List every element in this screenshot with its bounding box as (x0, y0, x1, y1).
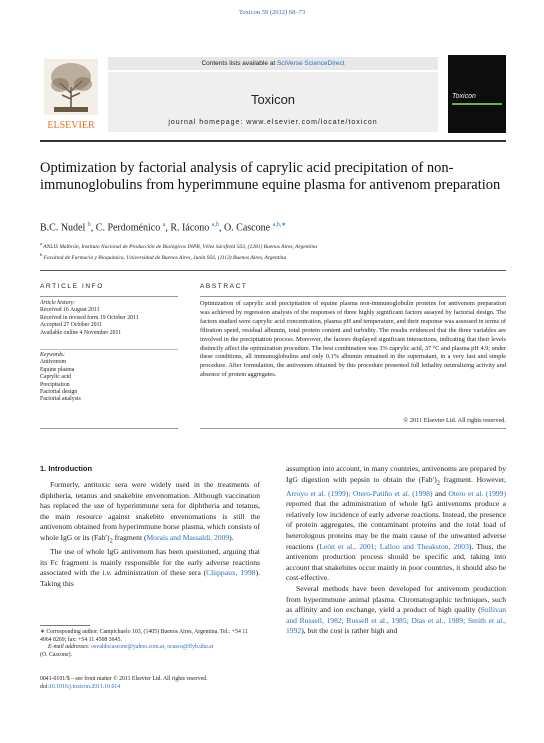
author-list (40, 219, 506, 234)
cover-title: Toxicon (452, 93, 476, 100)
citation-link[interactable]: Arroyo et al. (1999); Otero-Patiño et al. (1998) (286, 488, 433, 498)
body-column-left (40, 480, 260, 589)
article-info-rule (40, 296, 178, 297)
corresponding-author-footnote (40, 629, 260, 659)
keyword-item: Precipitation (40, 381, 70, 388)
author-affiliation-marker[interactable]: a,b (211, 222, 219, 228)
affiliation-marker: b (40, 252, 43, 258)
footnote-star: ∗ (40, 629, 45, 635)
journal-header (40, 55, 506, 133)
keywords (40, 352, 180, 404)
keyword-item: Caprylic acid (40, 374, 72, 381)
history-item: Available online 4 November 2011 (40, 329, 122, 336)
history-item: Received 16 August 2011 (40, 307, 100, 314)
email-owner: (O. Cascone). (40, 651, 73, 658)
abstract-bottom-rule (200, 428, 506, 429)
issn-block (40, 676, 270, 691)
history-item: Accepted 27 October 2011 (40, 322, 103, 329)
author-name[interactable]: O. Cascone (223, 222, 271, 234)
email-label: E-mail addresses: (48, 644, 90, 650)
abstract-copyright: © 2011 Elsevier Ltd. All rights reserved. (403, 417, 506, 424)
intro-paragraph-2: The use of whole IgG antivenom has been questioned, arguing that its Fc fragment is mainly responsible for the early adverse reactions associated with the i.v. administration of these sera (Chippaux, 1998). Taking this (40, 547, 260, 588)
author-separator: , (165, 222, 171, 234)
journal-name: Toxicon (250, 92, 296, 107)
author-name[interactable]: B.C. Nudel (40, 222, 86, 234)
citation-link[interactable]: Sullivan and Russell, 1982; Russell et al., 1985; Dias et al., 1989; Smith et al., 1992 (286, 605, 506, 636)
doi-prefix: doi: (40, 683, 50, 690)
author-affiliation-marker[interactable]: a (162, 222, 166, 228)
journal-reference[interactable]: Toxicon 59 (2012) 68–73 (238, 9, 306, 16)
contents-bar (108, 57, 438, 70)
journal-cover (448, 55, 506, 133)
history-item: Received in revised form 19 October 2011 (40, 314, 139, 321)
footnote-text: Corresponding author. Campichuelo 103, (1405) Buenos Aires, Argentina. Tel.: +54 11 4964 8269; fax: +54 11 4508 3645. (40, 629, 248, 643)
front-matter-line: 0041-0101/$ – see front matter © 2011 Elsevier Ltd. All rights reserved. (40, 676, 208, 682)
journal-homepage-link[interactable]: journal homepage: www.elsevier.com/locate/toxicon (168, 119, 378, 126)
affiliation-text: Facultad de Farmacia y Bioquímica, Universidad de Buenos Aires, Junín 956, (1113) Buenos Aires, Argentina (43, 255, 287, 262)
publisher-wordmark: ELSEVIER (47, 120, 95, 131)
affiliation-text: ANLIS Malbrán, Instituto Nacional de Producción de Biológicos INPB, Vélez Sársfield 563, (1281) Buenos Aires, Argentina (43, 243, 317, 250)
history-label: Article history: (40, 300, 76, 306)
body-column-right (286, 464, 506, 637)
author-affiliation-marker[interactable]: b (87, 222, 91, 228)
citation-link[interactable]: Morais and Massaldi, 2009 (146, 532, 230, 542)
elsevier-logo (40, 57, 102, 133)
keyword-item: Antivenom (40, 359, 67, 366)
affiliations (40, 240, 506, 263)
contents-prefix: Contents lists available at (201, 60, 277, 67)
affiliation-item (40, 251, 506, 262)
header-rule (40, 140, 506, 142)
citation-link[interactable]: León et al., 2001; Lalloo and Theakston, 2003 (319, 541, 469, 551)
sciencedirect-link[interactable]: SciVerse ScienceDirect (276, 60, 345, 67)
affiliation-item (40, 240, 506, 251)
intro-paragraph-1: Formerly, antitoxic sera were widely used in the treatments of diphtheria, tetanus and snakebite envenomation. Although vaccination has replaced the use of hyperimmune sera for diphtheria and tetanus, the main resource against snakebite envenomations is still the antivenom obtained from hyperimmune horse plasma, which consists of whole IgG or its $(Fab')_2$ fragment (Morais and Massaldi, 2009). (40, 480, 260, 545)
author-name[interactable]: C. Perdoménico (95, 222, 161, 234)
citation-link[interactable]: Chippaux, 1998 (206, 568, 256, 578)
introduction-heading: 1. Introduction (40, 464, 93, 473)
journal-name-box (108, 72, 438, 132)
article-info-heading: ARTICLE INFO (40, 283, 104, 290)
keywords-label: Keywords: (40, 352, 65, 358)
footnote-rule (40, 625, 90, 626)
article-info-bottom-rule (40, 428, 178, 429)
abstract-text: Optimization of caprylic acid precipitation of equine plasma non-immunoglobulin proteins for antivenom preparation was achieved by regression analysis of the responses of three highly significant factors assayed by factorial design. The factors studied were caprylic acid concentration, plasma pH and temperature, and their response was assessed in terms of filtration speed, residual albumin, total protein content and turbidity. The results evidenced that the three variables are involved in the precipitation process. Moreover, the factors displayed significant interactions, indicating that their levels distinctly affect the optimization procedure. The best combination was 3% caprylic acid, 37 °C and plasma pH 4.9; under these conditions, all immunoglobulins and only 0.1% albumin remained in the supernatant, in a very fast and simple procedure. After formulation, the antivenom obtained by this procedure presented full lethality neutralizing activity and absence of protein aggregates. (200, 300, 506, 379)
intro-paragraph-2-cont: assumption into account, in many countries, antivenoms are prepared by IgG digestion with pepsin to obtain the $(Fab')_2$ fragment. However, Arroyo et al. (1999); Otero-Patiño et al. (1998) and Otero et al. (1999) reported that the administration of whole IgG antivenoms produce a relatively low incidence of early adverse reactions. Instead, the presence of protein aggregates, the contaminant proteins and the total load of heterologous proteins may be the main cause of the unwanted adverse reactions (León et al., 2001; Lalloo and Theakston, 2003). Thus, the antivenom production process should be specific and, taking into account that snakebites occur mainly in poor countries, it should also be cost-effective. (286, 464, 506, 583)
keyword-item: Factorial analysis (40, 396, 81, 403)
abstract-rule (200, 296, 506, 297)
intro-paragraph-3: Several methods have been developed for antivenom production from hyperimmune animal plasma. Chromatographic techniques, such as affinity and ion exchange, yield a product of high quality (Sullivan and Russell, 1982; Russell et al., 1985; Dias et al., 1989; Smith et al., 1992), but the cost is rather high and (286, 584, 506, 636)
article-history (40, 300, 180, 337)
abstract-heading: ABSTRACT (200, 283, 248, 290)
keywords-rule (40, 349, 178, 350)
author-affiliation-marker[interactable]: a,b,∗ (272, 222, 287, 228)
article-title: Optimization by factorial analysis of caprylic acid precipitation of non-immunoglobulins from hyperimmune equine plasma for antivenom preparation (40, 160, 501, 193)
cover-accent-bar (452, 103, 502, 105)
keyword-item: Factorial design (40, 389, 78, 396)
author-name[interactable]: R. Iácono (170, 222, 210, 234)
email-links[interactable]: osvaldocascone@yahoo.com.ar, ocasco@ffyb.uba.ar (91, 644, 214, 650)
citation-link[interactable]: Otero et al. (1999) (448, 488, 506, 498)
keyword-item: Equine plasma (40, 366, 75, 373)
author-separator: , (218, 222, 224, 234)
author-separator: , (90, 222, 96, 234)
title-rule (40, 270, 506, 271)
doi-link[interactable]: 10.1016/j.toxicon.2011.10.014 (49, 683, 121, 690)
affiliation-marker: a (40, 241, 42, 246)
